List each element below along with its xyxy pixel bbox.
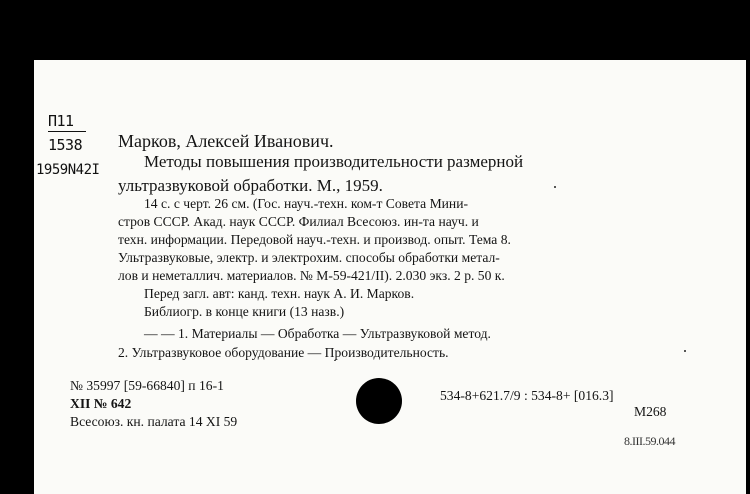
classification-code: 534-8+621.7/9 : 534-8+ [016.3] — [440, 388, 614, 403]
subject-line-2: 2. Ультразвуковое оборудование — Производительность. — [118, 345, 449, 360]
body-line-1: 14 с. с черт. 26 см. (Гос. науч.-техн. ком-т Совета Мини- — [144, 196, 469, 211]
shelf-mark-underline — [48, 131, 86, 132]
body-line-3: техн. информации. Передовой науч.-техн. и производ. опыт. Тема 8. — [118, 232, 511, 247]
punch-hole — [356, 378, 402, 424]
ink-speck — [684, 350, 686, 352]
subject-line-1: — — 1. Материалы — Обработка — Ультразвуковой метод. — [144, 326, 491, 341]
ink-speck — [554, 186, 556, 188]
ink-speck — [334, 360, 336, 361]
author-code: М268 — [634, 404, 667, 419]
body-line-5: лов и неметаллич. материалов. № М-59-421/II). 2.030 экз. 2 р. 50 к. — [118, 268, 505, 283]
body-line-4: Ультразвуковые, электр. и электрохим. способы обработки метал- — [118, 250, 500, 265]
title-line-1: Методы повышения производительности размерной — [144, 152, 524, 171]
footer-left-line-3: Всесоюз. кн. палата 14 XI 59 — [70, 414, 238, 429]
shelf-mark-line2: 1538 — [48, 136, 83, 154]
author-heading: Марков, Алексей Иванович. — [118, 131, 334, 151]
catalog-card — [34, 60, 746, 494]
title-line-2: ультразвуковой обработки. М., 1959. — [118, 176, 383, 195]
footer-left-line-1: № 35997 [59-66840] п 16-1 — [70, 378, 224, 393]
footer-left-line-2: XII № 642 — [70, 396, 132, 411]
date-stamp: 8.III.59.044 — [624, 434, 675, 448]
shelf-mark-line3: 1959N42I — [36, 162, 100, 178]
shelf-mark-line1: П11 — [48, 112, 74, 130]
body-line-2: стров СССР. Акад. наук СССР. Филиал Всесоюз. ин-та науч. и — [118, 214, 479, 229]
body-line-7: Библиогр. в конце книги (13 назв.) — [144, 304, 345, 319]
body-line-6: Перед загл. авт: канд. техн. наук А. И. Марков. — [144, 286, 415, 301]
